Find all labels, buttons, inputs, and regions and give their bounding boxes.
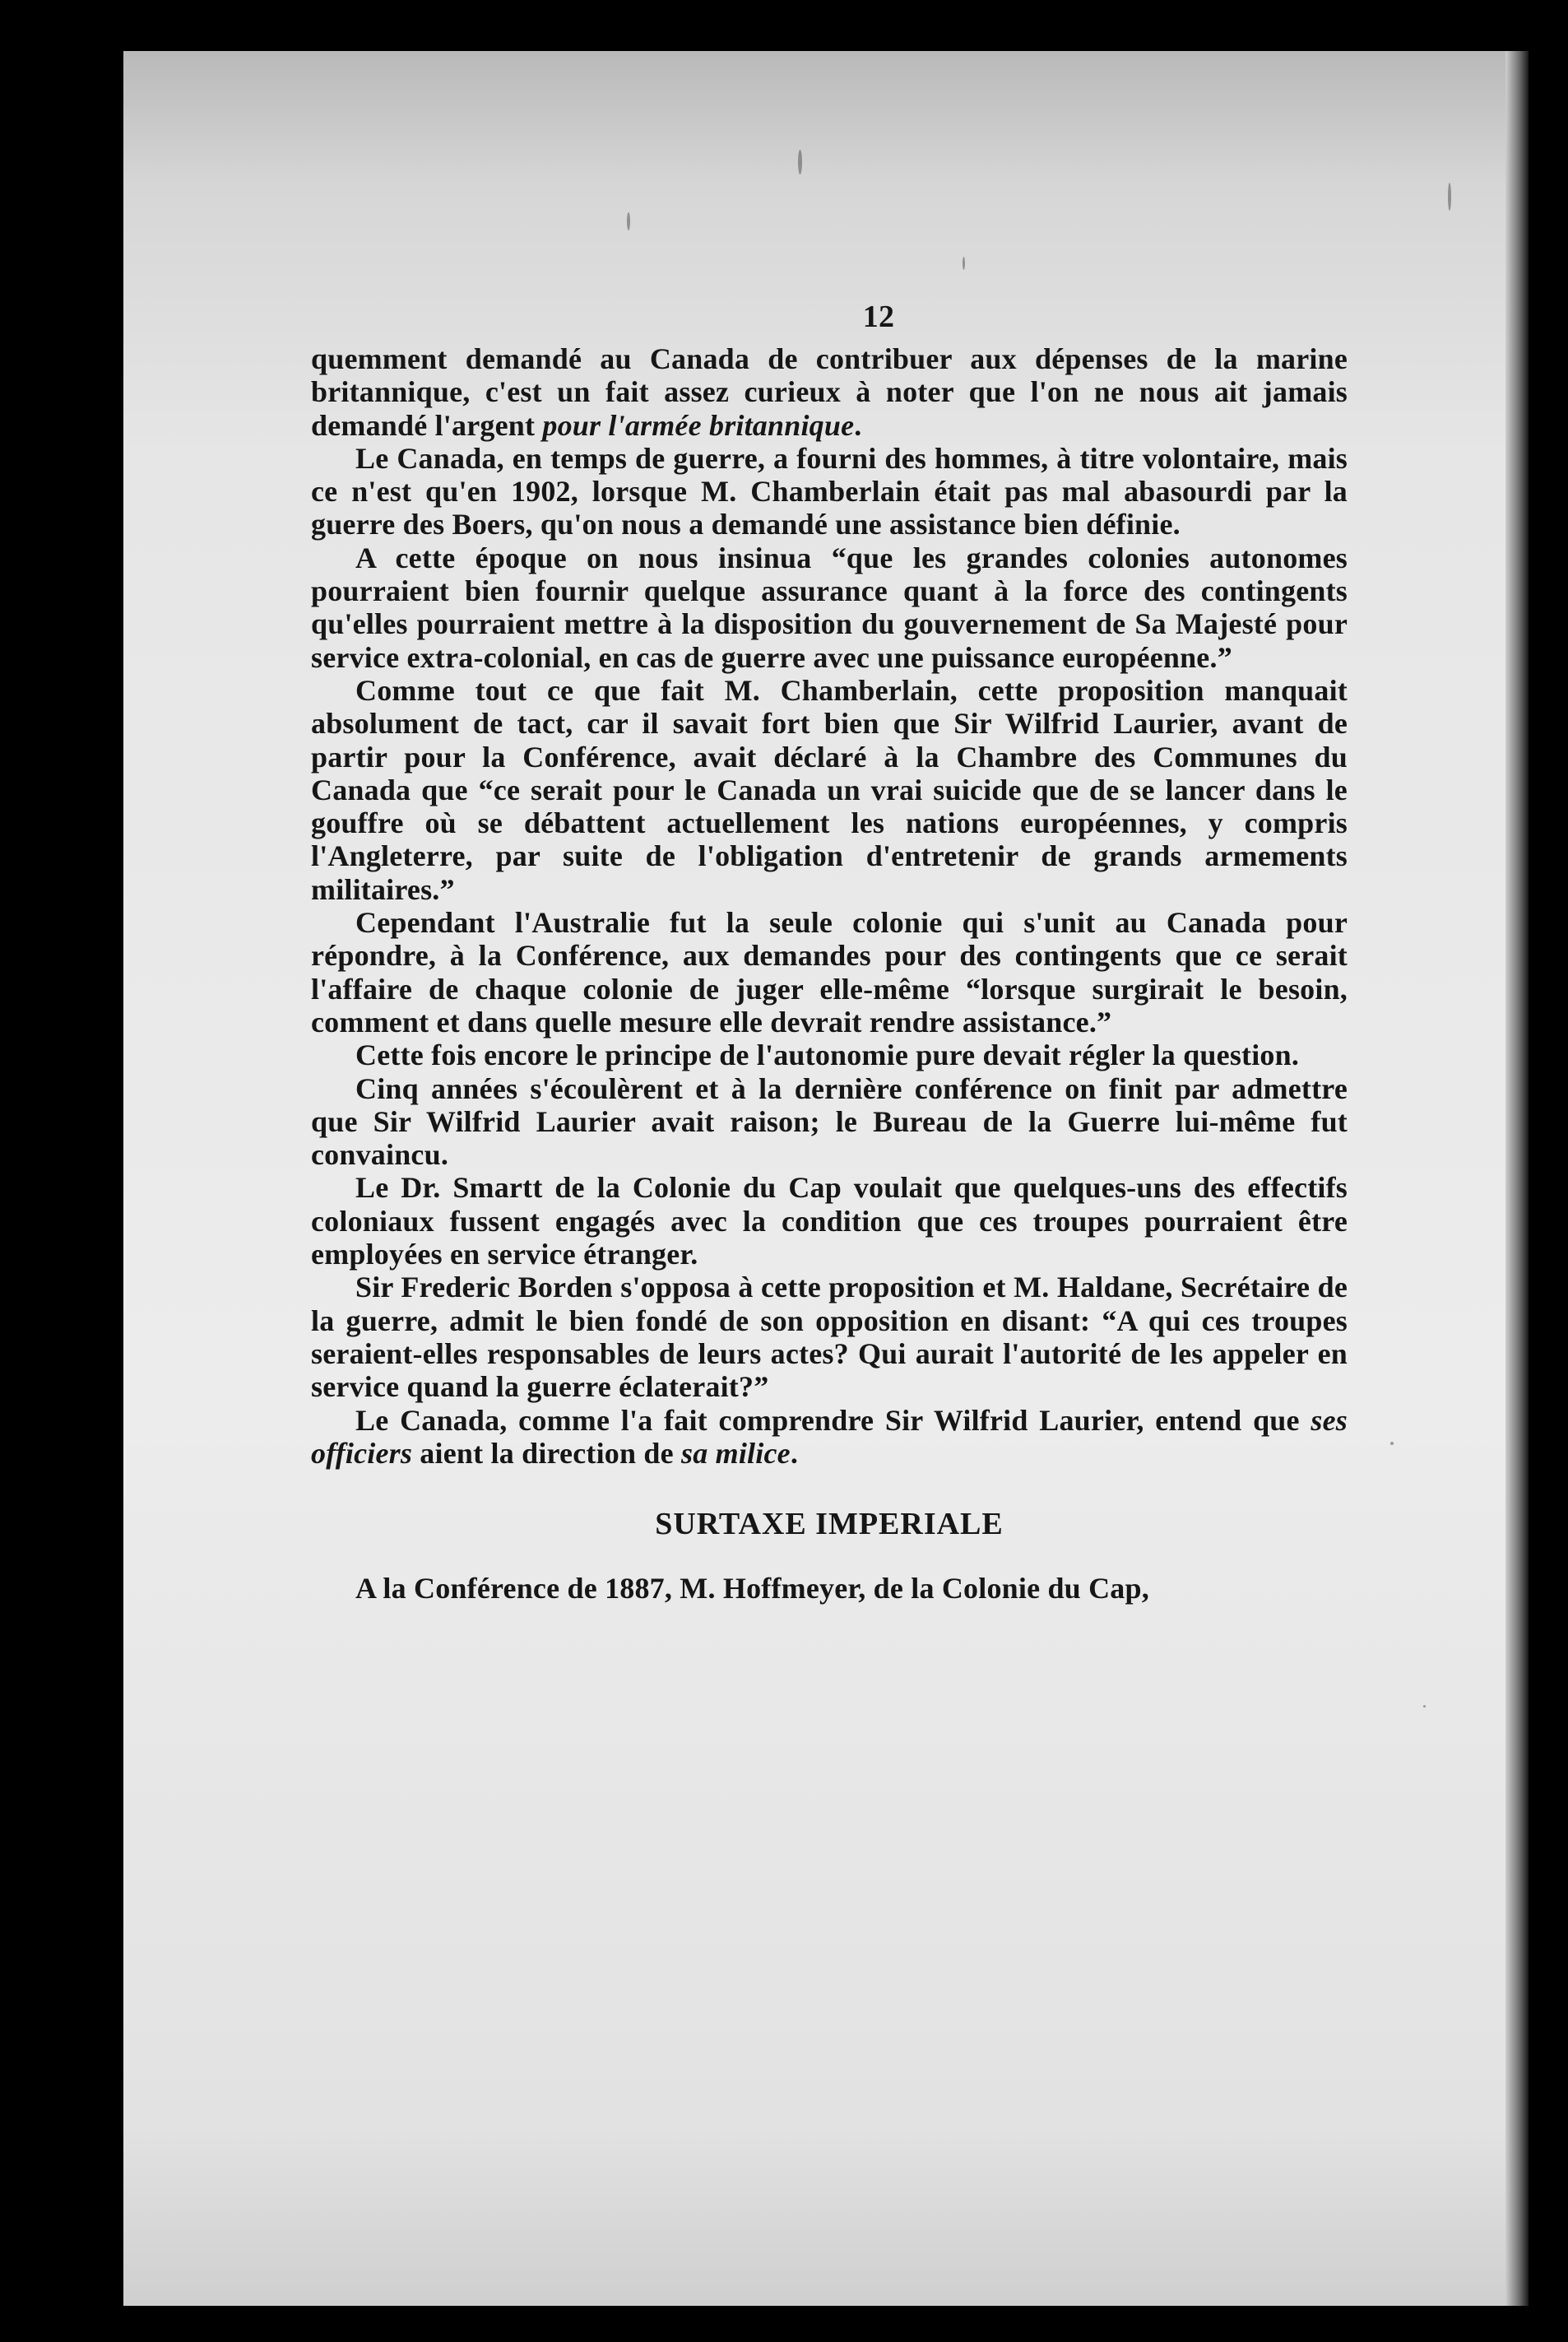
- text-run: quemment demandé au Canada de contribuer aux dépenses de la marine britannique, c'est un fait assez curieux à noter que l'on ne nous ait jamais demandé l'argent: [311, 342, 1348, 442]
- text-run: Cependant l'Australie fut la seule colonie qui s'unit au Canada pour répondre, à la Conférence, aux demandes pour des contingents que ce serait l'affaire de chaque colonie de juger elle-même “lorsque surgirait le besoin, comment et dans quelle mesure elle devrait rendre assistance.”: [311, 906, 1348, 1039]
- text-run: Le Canada, en temps de guerre, a fourni des hommes, à titre volontaire, mais ce n'est qu'en 1902, lorsque M. Chamberlain était pas mal abasourdi par la guerre des Boers, qu'on nous a demandé une assistance bien définie.: [311, 441, 1348, 541]
- body-text-after-heading: [311, 1572, 1348, 1605]
- text-run: Le Canada, comme l'a fait comprendre Sir Wilfrid Laurier, entend que: [355, 1403, 1311, 1437]
- paragraph: [311, 541, 1348, 674]
- text-run: A cette époque on nous insinua “que les grandes colonies autonomes pourraient bien fournir quelque assurance quant à la force des contingents qu'elles pourraient mettre à la disposition du gouvernement de Sa Majesté pour service extra-colonial, en cas de guerre avec une puissance européenne.”: [311, 541, 1348, 674]
- scan-speck: [963, 257, 965, 270]
- scan-speck: [1390, 1442, 1394, 1445]
- paragraph: [311, 1572, 1348, 1605]
- italic-text-run: pour l'armée britannique: [542, 408, 855, 442]
- paragraph: [311, 442, 1348, 541]
- text-run: Le Dr. Smartt de la Colonie du Cap voulait que quelques-uns des effectifs coloniaux fussent engagés avec la condition que ces troupes pourraient être employées en service étranger.: [311, 1171, 1348, 1271]
- paragraph: [311, 906, 1348, 1039]
- text-run: Cinq années s'écoulèrent et à la dernière conférence on finit par admettre que Sir Wilfrid Laurier avait raison; le Bureau de la Guerre lui-même fut convaincu.: [311, 1071, 1348, 1172]
- paragraph: [311, 1271, 1348, 1403]
- text-run: .: [790, 1436, 799, 1470]
- page-edge-shadow: [1505, 51, 1529, 2306]
- scan-speck: [627, 212, 630, 230]
- page-number: 12: [862, 300, 895, 334]
- paragraph: [311, 674, 1348, 906]
- section-heading: SURTAXE IMPERIALE: [655, 1507, 1004, 1542]
- italic-text-run: sa milice: [681, 1436, 791, 1470]
- page-text: [311, 298, 1348, 1605]
- text-run: A la Conférence de 1887, M. Hoffmeyer, de la Colonie du Cap,: [355, 1572, 1149, 1605]
- text-run: .: [854, 408, 862, 442]
- text-run: Comme tout ce que fait M. Chamberlain, cette proposition manquait absolument de tact, car il savait fort bien que Sir Wilfrid Laurier, avant de partir pour la Conférence, avait déclaré à la Chambre des Communes du Canada que “ce serait pour le Canada un vrai suicide que de se lancer dans le gouffre où se débattent actuellement les nations européennes, y compris l'Angleterre, par suite de l'obligation d'entretenir de grands armements militaires.”: [311, 673, 1348, 906]
- document-page: [123, 51, 1529, 2306]
- italic-text-run: ses officiers: [311, 1403, 1348, 1470]
- text-run: Sir Frederic Borden s'opposa à cette proposition et M. Haldane, Secrétaire de la guerre, admit le bien fondé de son opposition en disant: “A qui ces troupes seraient-elles responsables de leurs actes? Qui aurait l'autorité de les appeler en service quand la guerre éclaterait?”: [311, 1271, 1348, 1404]
- paragraph: [311, 342, 1348, 442]
- scan-speck: [1448, 183, 1451, 211]
- body-text-before-heading: [311, 342, 1348, 1470]
- scan-speck: [798, 150, 802, 174]
- paragraph: [311, 1039, 1348, 1071]
- scan-speck: [1423, 1705, 1426, 1708]
- paragraph: [311, 1404, 1348, 1471]
- text-run: aient la direction de: [412, 1436, 682, 1470]
- text-run: Cette fois encore le principe de l'autonomie pure devait régler la question.: [355, 1039, 1300, 1072]
- paragraph: [311, 1072, 1348, 1172]
- paragraph: [311, 1171, 1348, 1271]
